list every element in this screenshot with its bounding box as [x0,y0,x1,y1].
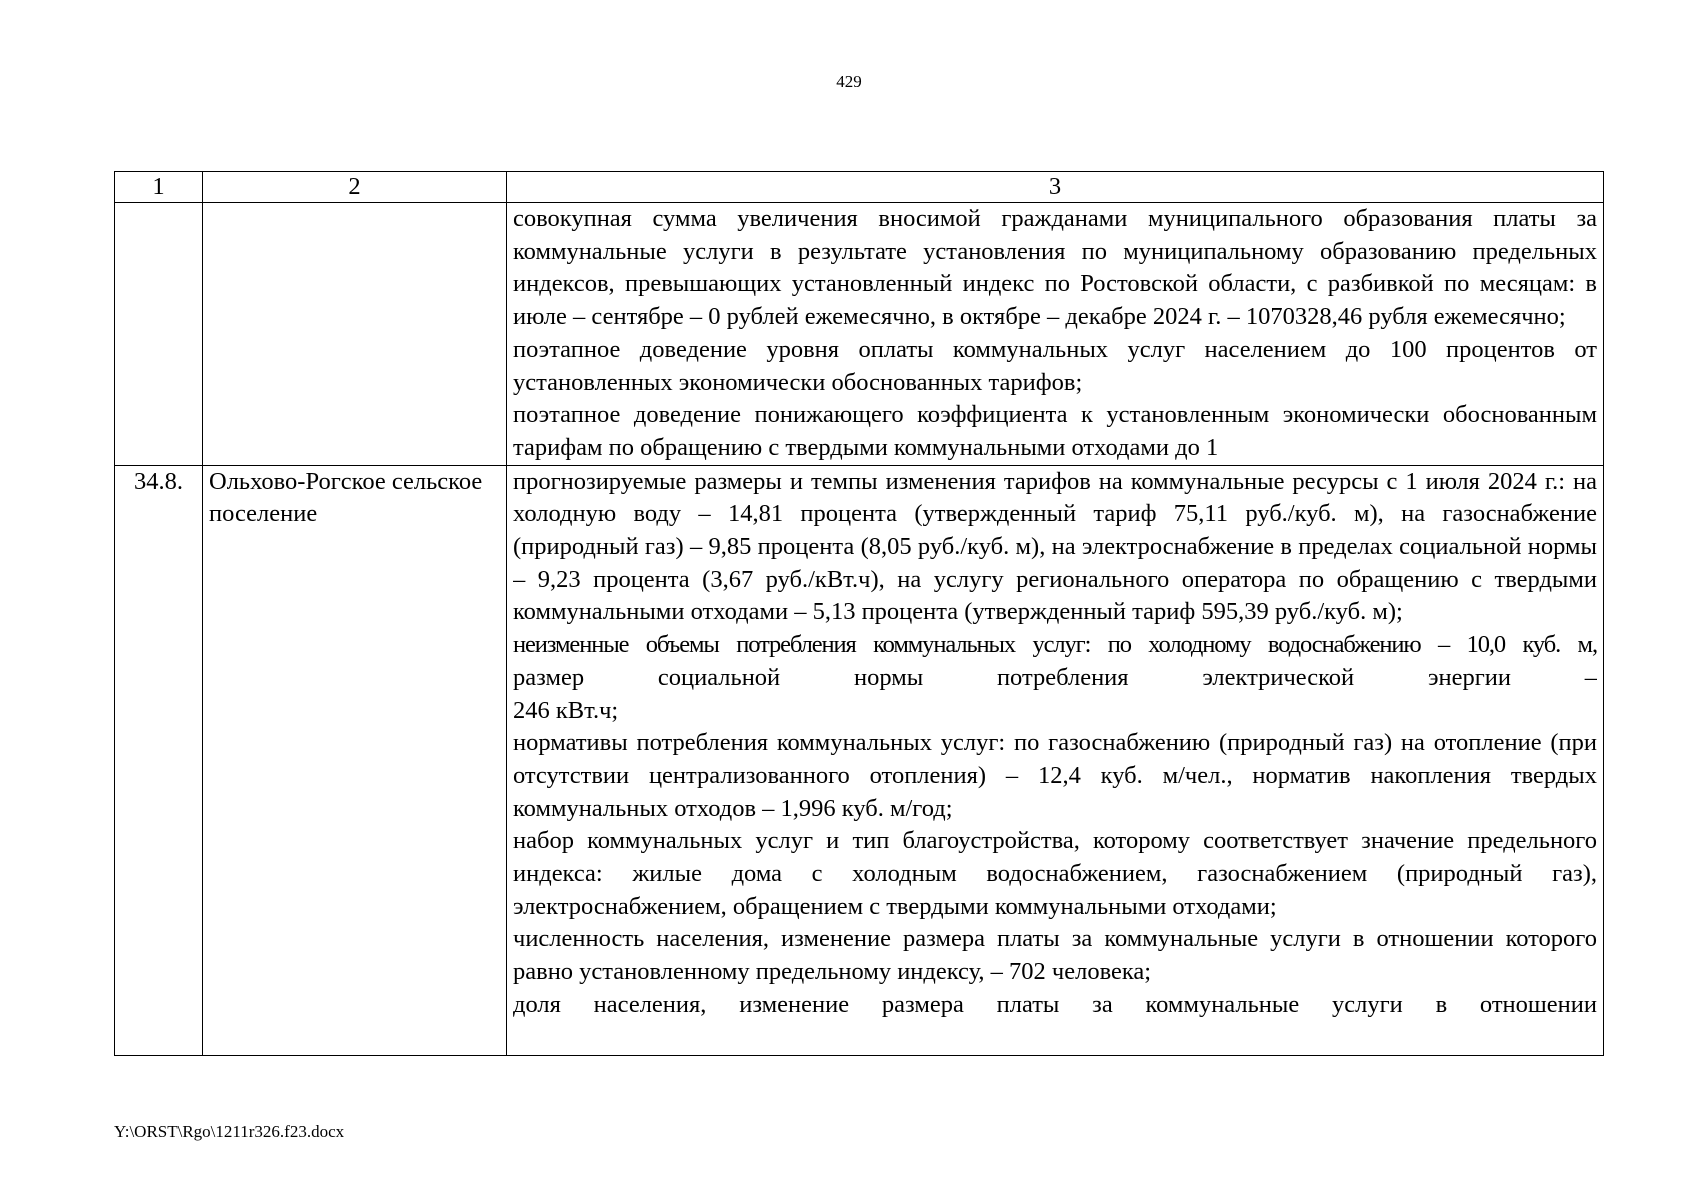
header-col-1: 1 [115,172,203,203]
row-name-cell [203,203,507,466]
cell-content [513,466,1597,1055]
table-row [115,465,1604,1055]
paragraph: прогнозируемые размеры и темпы изменения тарифов на коммунальные ресурсы с 1 июля 2024 г.: на холодную воду – 14,81 процента (утвержденный тариф 75,11 руб./куб. м), на газоснабжение (природный газ) – 9,85 процента (8,05 руб./куб. м), на электроснабжение в пределах социальной нормы – 9,23 процента (3,67 руб./кВт.ч), на услугу регионального оператора по обращению с твердыми коммунальными отходами – 5,13 процента (утвержденный тариф 595,39 руб./куб. м); [513,467,1597,626]
table-row [115,203,1604,466]
header-col-3: 3 [507,172,1604,203]
paragraph: поэтапное доведение понижающего коэффициента к установленным экономически обоснованным тарифам по обращению с твердыми коммунальными отходами до 1 [513,401,1597,461]
table-header-row [115,172,1604,203]
row-text-cell [507,203,1604,466]
page-number: 429 [836,72,862,91]
row-name-cell: Ольхово-Рогское сельское поселение [203,465,507,1055]
row-text-cell [507,465,1604,1055]
paragraph: поэтапное доведение уровня оплаты коммунальных услуг населением до 100 процентов от установленных экономически обоснованных тарифов; [513,335,1597,396]
header-col-2: 2 [203,172,507,203]
paragraph: нормативы потребления коммунальных услуг: по газоснабжению (природный газ) на отопление (при отсутствии централизованного отопления) – 12,4 куб. м/чел., норматив накопления твердых коммунальных отходов – 1,996 куб. м/год; [513,729,1597,822]
paragraph: 246 кВт.ч; [513,696,619,724]
paragraph: доля населения, изменение размера платы за коммунальные услуги в отношении [513,990,1597,1018]
paragraph: размер социальной нормы потребления электрической энергии – [513,663,1597,691]
paragraph: неизменные объемы потребления коммунальных услуг: по холодному водоснабжению – 10,0 куб. м, [513,631,1597,659]
document-table [114,171,1604,1056]
paragraph: совокупная сумма увеличения вносимой гражданами муниципального образования платы за коммунальные услуги в результате установления по муниципальному образованию предельных индексов, превышающих установленный индекс по Ростовской области, с разбивкой по месяцам: в июле – сентябре – 0 рублей ежемесячно, в октябре – декабре 2024 г. – 1070328,46 рубля ежемесячно; [513,205,1597,331]
row-number-cell: 34.8. [115,465,203,1055]
paragraph: численность населения, изменение размера платы за коммунальные услуги в отношении которого равно установленному предельному индексу, – 702 человека; [513,925,1597,986]
row-number-cell [115,203,203,466]
footer-file-path: Y:\ORST\Rgo\1211r326.f23.docx [114,1122,345,1141]
paragraph: набор коммунальных услуг и тип благоустройства, которому соответствует значение предельного индекса: жилые дома с холодным водоснабжением, газоснабжением (природный газ), электроснабжением, обращением с твердыми коммунальными отходами; [513,827,1597,920]
